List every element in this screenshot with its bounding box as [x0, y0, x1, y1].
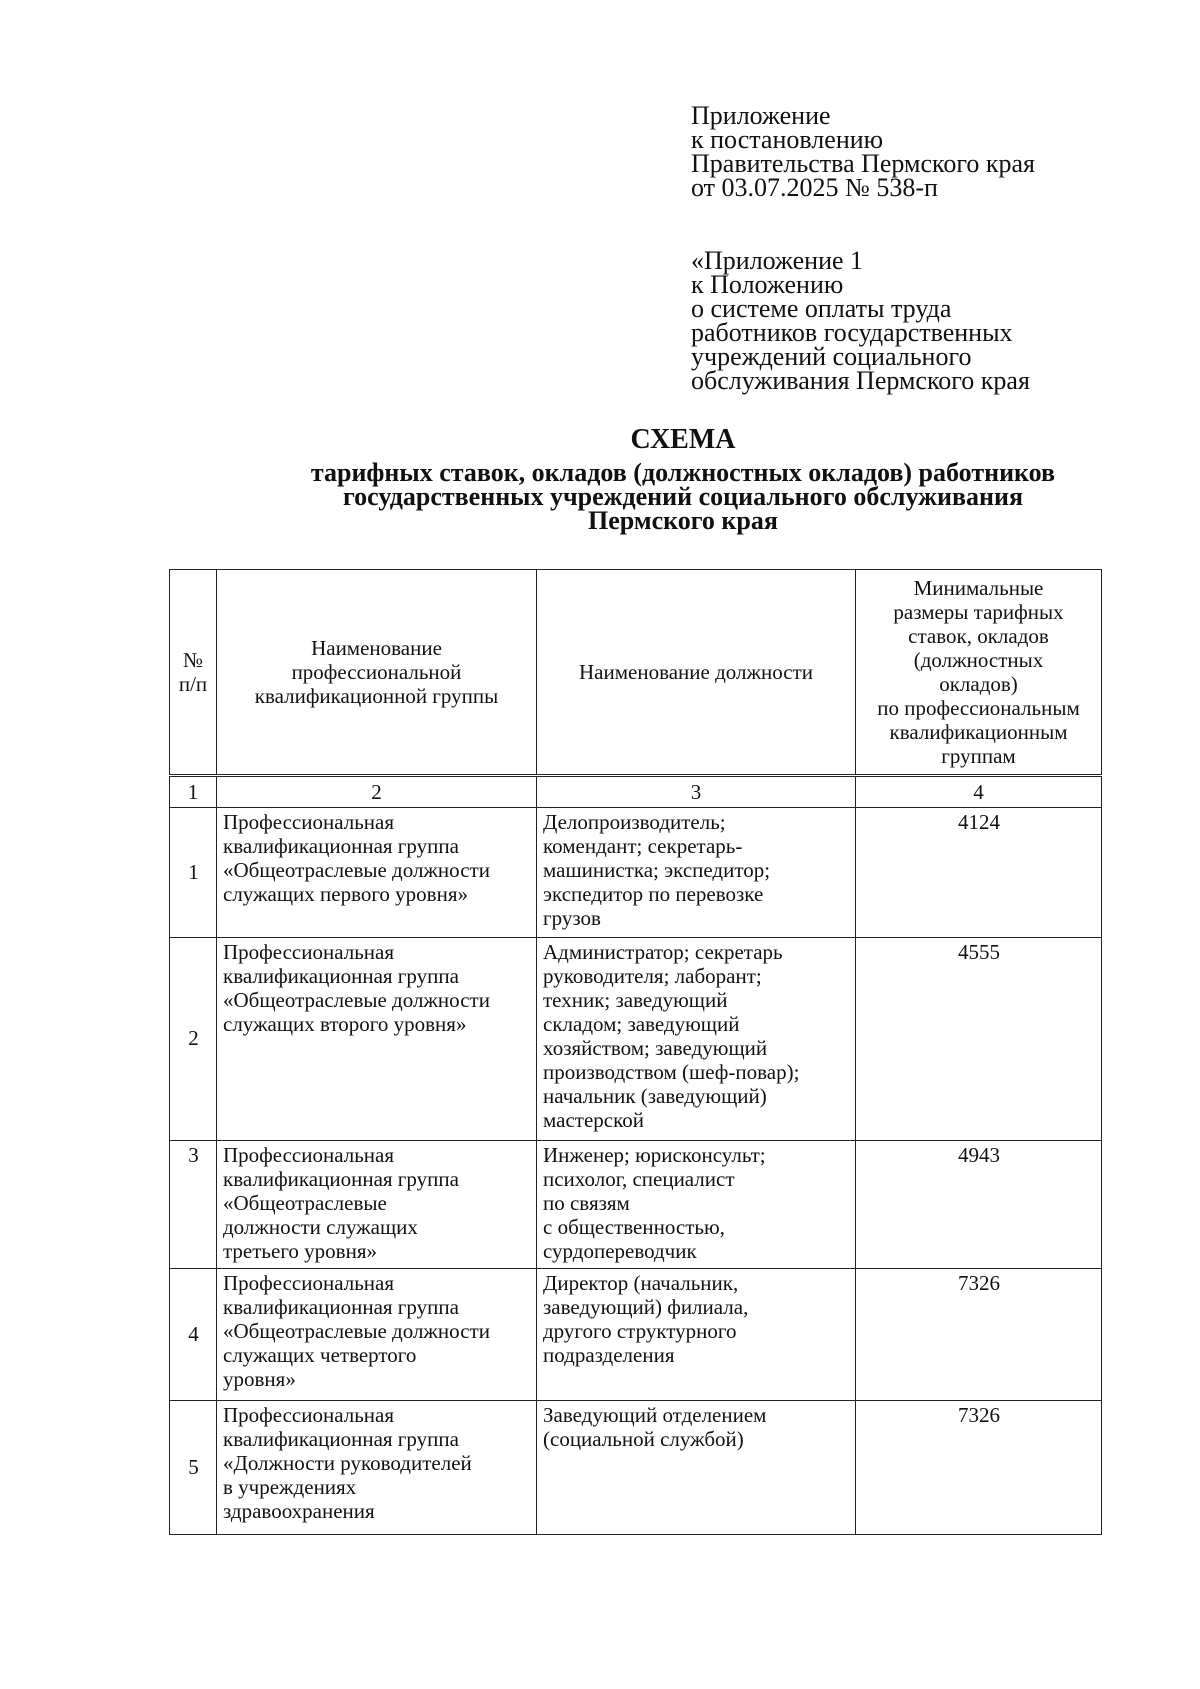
rate-cell: 4555: [856, 938, 1102, 1141]
position-cell: Заведующий отделением (социальной службой): [537, 1401, 856, 1535]
position-cell: Директор (начальник, заведующий) филиала, другого структурного подразделения: [537, 1269, 856, 1401]
column-number: 3: [537, 776, 856, 808]
table-row: [170, 938, 1102, 1141]
rate-cell: 7326: [856, 1401, 1102, 1535]
column-number-row: [170, 776, 1102, 808]
row-number: 2: [170, 938, 217, 1141]
column-number: 2: [217, 776, 537, 808]
sub-appendix-line: учреждений социального: [691, 342, 972, 371]
group-cell: Профессиональная квалификационная группа «Должности руководителей в учреждениях здравоохранения: [217, 1401, 537, 1535]
header-position: Наименование должности: [537, 570, 856, 776]
document-title: СХЕМА: [630, 424, 736, 455]
subtitle-line: государственных учреждений социального обслуживания: [342, 482, 1024, 511]
tariff-rates-table: [169, 569, 1102, 1535]
header-num: № п/п: [170, 570, 217, 776]
sub-appendix-line: «Приложение 1: [691, 246, 864, 275]
sub-appendix-line: о системе оплаты труда: [691, 294, 952, 323]
appendix-line: Приложение: [691, 101, 831, 130]
rate-cell: 4124: [856, 808, 1102, 938]
position-cell: Инженер; юрисконсульт; психолог, специалист по связям с общественностью, сурдопереводчик: [537, 1141, 856, 1269]
row-number: 1: [170, 808, 217, 938]
sub-appendix-reference: [691, 246, 1030, 395]
table-row: [170, 1401, 1102, 1535]
appendix-line: Правительства Пермского края: [691, 149, 1035, 178]
table-header-row: [170, 570, 1102, 776]
header-rate: Минимальные размеры тарифных ставок, окладов (должностных окладов) по профессиональным квалификационным группам: [856, 570, 1102, 776]
sub-appendix-line: обслуживания Пермского края: [691, 366, 1030, 395]
document-subtitle: [0, 458, 1200, 535]
table-row: [170, 808, 1102, 938]
group-cell: Профессиональная квалификационная группа «Общеотраслевые должности служащих третьего уровня»: [217, 1141, 537, 1269]
position-cell: Администратор; секретарь руководителя; лаборант; техник; заведующий складом; заведующий хозяйством; заведующий производством (шеф-повар); начальник (заведующий) мастерской: [537, 938, 856, 1141]
appendix-reference: [691, 101, 1035, 202]
group-cell: Профессиональная квалификационная группа «Общеотраслевые должности служащих первого уровня»: [217, 808, 537, 938]
sub-appendix-line: работников государственных: [691, 318, 1013, 347]
row-number: 3: [170, 1141, 217, 1269]
sub-appendix-line: к Положению: [691, 270, 844, 299]
subtitle-line: тарифных ставок, окладов (должностных окладов) работников: [310, 458, 1056, 487]
group-cell: Профессиональная квалификационная группа «Общеотраслевые должности служащих четвертого уровня»: [217, 1269, 537, 1401]
column-number: 1: [170, 776, 217, 808]
position-cell: Делопроизводитель; комендант; секретарь- машинистка; экспедитор; экспедитор по перевозке грузов: [537, 808, 856, 938]
column-number: 4: [856, 776, 1102, 808]
row-number: 5: [170, 1401, 217, 1535]
subtitle-line: Пермского края: [588, 506, 778, 535]
table-row: [170, 1141, 1102, 1269]
header-group: Наименование профессиональной квалификационной группы: [217, 570, 537, 776]
rate-cell: 4943: [856, 1141, 1102, 1269]
appendix-line: от 03.07.2025 № 538-п: [691, 173, 938, 202]
row-number: 4: [170, 1269, 217, 1401]
appendix-line: к постановлению: [691, 125, 884, 154]
table-row: [170, 1269, 1102, 1401]
rate-cell: 7326: [856, 1269, 1102, 1401]
group-cell: Профессиональная квалификационная группа «Общеотраслевые должности служащих второго уровня»: [217, 938, 537, 1141]
